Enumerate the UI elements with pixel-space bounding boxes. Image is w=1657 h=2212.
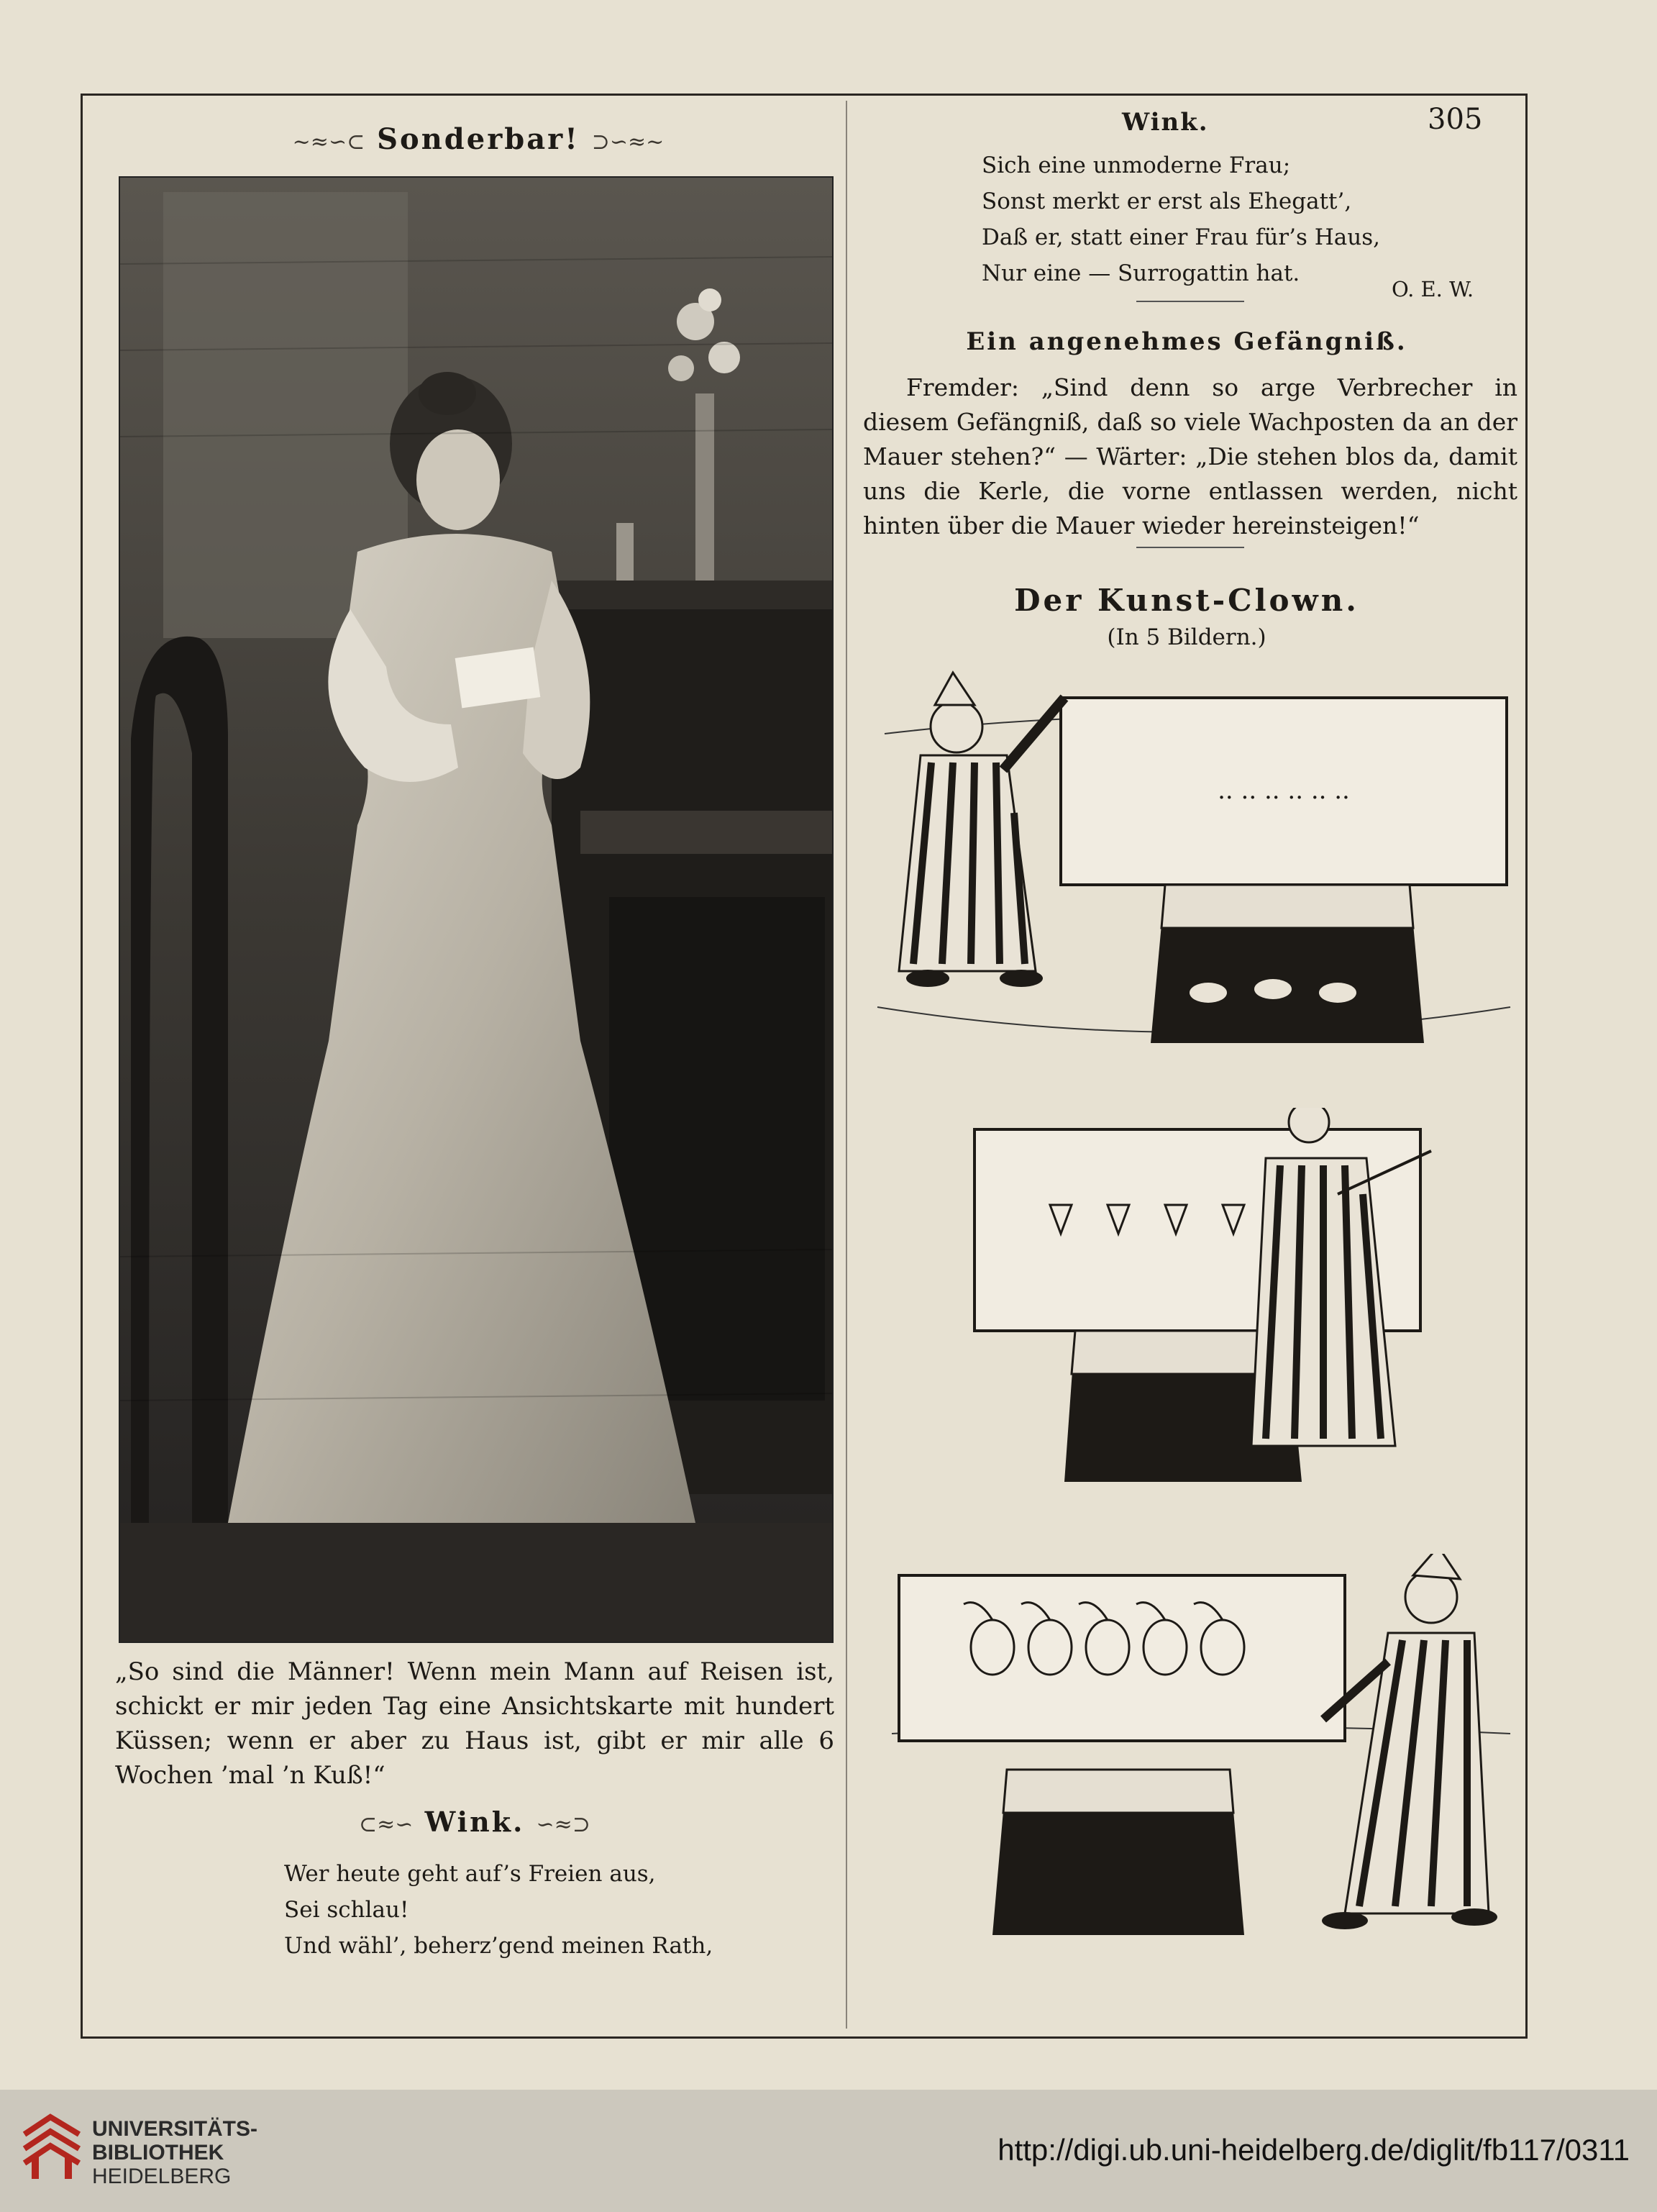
poem-line: Sonst merkt er erst als Ehegatt’, [982, 188, 1352, 214]
wink-ornament-right: ∽≈⊃ [536, 1812, 590, 1837]
column-divider [846, 101, 847, 2029]
clown-subtitle: (In 5 Bildern.) [1107, 624, 1266, 650]
poem-line: Sei schlau! [284, 1897, 409, 1923]
page-number: 305 [1428, 103, 1483, 136]
section-rule [1136, 301, 1244, 302]
section-rule [1136, 547, 1244, 548]
title-ornament-right: ⊃∽≈~ [591, 129, 665, 155]
poem-line: Daß er, statt einer Frau für’s Haus, [982, 224, 1380, 250]
wink-poem-part2 [982, 147, 1380, 291]
clown-heading: Der Kunst-Clown. [1014, 583, 1359, 618]
illustration-caption [115, 1655, 834, 1793]
title-ornament-left: ~≈∽⊂ [292, 129, 365, 155]
engraving-image [120, 178, 832, 1642]
poem-signature: O. E. W. [1392, 277, 1474, 301]
library-line-3: HEIDELBERG [92, 2165, 232, 2188]
wink-poem-part1 [284, 1856, 713, 1964]
clown-picture-2 [964, 1108, 1467, 1511]
wink-heading [115, 1806, 834, 1838]
caption-text: „So sind die Männer! Wenn mein Mann auf Reisen ist, schickt er mir jeden Tag eine Ansichtskarte mit hundert Küssen; wenn er aber zu Haus ist, gibt er mir alle 6 Wochen ’mal ’n Kuß!“ [115, 1657, 834, 1790]
poem-line: Und wähl’, beherz’gend meinen Rath, [284, 1933, 713, 1959]
library-line-1: UNIVERSITÄTS- [92, 2117, 258, 2141]
clown-picture-1 [870, 669, 1517, 1072]
university-library-logo-icon [22, 2113, 82, 2182]
prison-heading: Ein angenehmes Gefängniß. [966, 327, 1407, 356]
woman-reading-letter-illustration [119, 176, 834, 1643]
prison-anecdote: Fremder: „Sind denn so arge Verbrecher in diesem Gefängniß, daß so viele Wachposten da an der Mauer stehen?“ — Wärter: „Die stehen blos da, damit uns die Kerle, die vorne entlassen werden, nicht hinten über die Mauer wieder hereinsteigen!“ [863, 373, 1517, 540]
wink-ornament-left: ⊂≈∽ [359, 1812, 414, 1837]
wink-heading-text: Wink. [424, 1806, 525, 1838]
poem-line: Sich eine unmoderne Frau; [982, 153, 1291, 178]
running-title: Wink. [1122, 108, 1209, 137]
source-url[interactable]: http://digi.ub.uni-heidelberg.de/diglit/fb117/0311 [998, 2133, 1630, 2167]
board-dots: .. .. .. .. .. .. [1218, 776, 1350, 805]
left-title [115, 122, 841, 156]
clown-picture-3 [885, 1554, 1517, 1957]
library-line-2: BIBLIOTHEK [92, 2141, 224, 2165]
poem-line: Nur eine — Surrogattin hat. [982, 260, 1300, 286]
library-name [92, 2117, 257, 2188]
poem-line: Wer heute geht auf’s Freien aus, [284, 1861, 656, 1887]
left-title-text: Sonderbar! [377, 122, 580, 156]
